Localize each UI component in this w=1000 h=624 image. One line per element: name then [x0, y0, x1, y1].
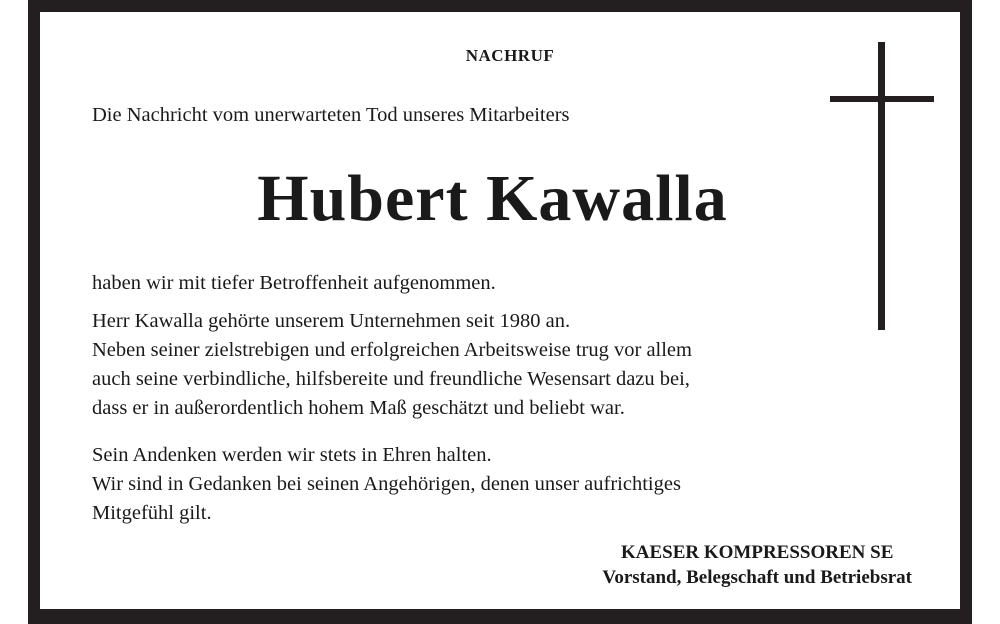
obituary-frame [28, 0, 972, 624]
paragraph-line: auch seine verbindliche, hilfsbereite und freundliche Wesensart dazu bei, [92, 368, 690, 390]
paragraph-line: Sein Andenken werden wir stets in Ehren halten. [92, 444, 492, 466]
paragraph-line: Wir sind in Gedanken bei seinen Angehörigen, denen unser aufrichtiges [92, 473, 681, 495]
deceased-name: Hubert Kawalla [257, 162, 728, 235]
signature-company: KAESER KOMPRESSOREN SE [620, 542, 894, 563]
intro-text: Die Nachricht vom unerwarteten Tod unseres Mitarbeiters [92, 104, 570, 126]
paragraph-career [92, 307, 692, 423]
signature-signers: Vorstand, Belegschaft und Betriebsrat [602, 567, 912, 588]
heading: NACHRUF [465, 46, 555, 65]
cross-vertical-bar [878, 42, 885, 330]
paragraph-line: dass er in außerordentlich hohem Maß geschätzt und beliebt war. [92, 397, 625, 419]
paragraph-remembrance [92, 441, 681, 528]
paragraph-line: Mitgefühl gilt. [92, 502, 212, 524]
paragraph-line: Herr Kawalla gehörte unserem Unternehmen seit 1980 an. [92, 310, 571, 332]
paragraph-line: Neben seiner zielstrebigen und erfolgreichen Arbeitsweise trug vor allem [92, 339, 692, 361]
cross-horizontal-bar [830, 96, 934, 102]
obituary-content [40, 12, 960, 609]
signature [602, 540, 912, 590]
after-name-text: haben wir mit tiefer Betroffenheit aufgenommen. [92, 272, 496, 294]
